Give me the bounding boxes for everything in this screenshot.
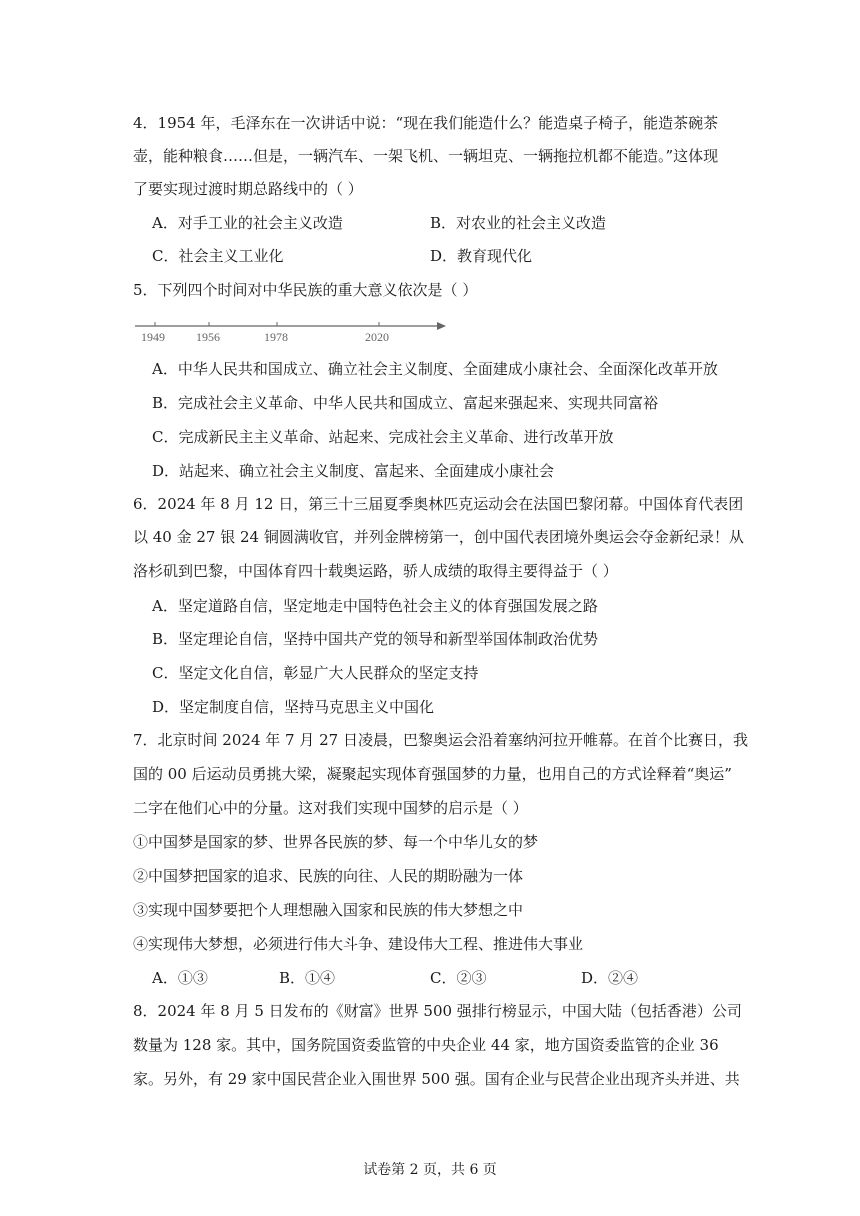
- q5-stem: 5．下列四个时间对中华民族的重大意义依次是（ ）: [133, 281, 478, 299]
- q4-stem-line-1: 4．1954 年，毛泽东在一次讲话中说：“现在我们能造什么？能造桌子椅子，能造茶碗茶: [133, 114, 719, 132]
- q4-option-a[interactable]: A．对手工业的社会主义改造: [152, 214, 343, 232]
- q7-option-a[interactable]: A．①③: [152, 969, 208, 987]
- q5-option-d[interactable]: D．站起来、确立社会主义制度、富起来、全面建成小康社会: [152, 462, 555, 480]
- q5-option-b[interactable]: B．完成社会主义革命、中华人民共和国成立、富起来强起来、实现共同富裕: [152, 394, 659, 412]
- q7-option-d[interactable]: D．②④: [581, 969, 639, 987]
- timeline-year-2020: 2020: [365, 330, 389, 344]
- q7-option-b[interactable]: B．①④: [279, 969, 336, 987]
- q6-option-c[interactable]: C．坚定文化自信，彰显广大人民群众的坚定支持: [152, 664, 479, 682]
- q7-statement-4: ④实现伟大梦想，必须进行伟大斗争、建设伟大工程、推进伟大事业: [133, 935, 584, 953]
- q6-option-d[interactable]: D．坚定制度自信，坚持马克思主义中国化: [152, 698, 435, 716]
- timeline-axis: [133, 318, 453, 334]
- timeline-year-1949: 1949: [141, 330, 165, 344]
- q7-stem-line-1: 7．北京时间 2024 年 7 月 27 日凌晨，巴黎奥运会沿着塞纳河拉开帷幕。在首个比赛日，我: [133, 731, 748, 749]
- q8-stem-line-3: 家。另外，有 29 家中国民营企业入围世界 500 强。国有企业与民营企业出现齐头并进、共: [133, 1070, 740, 1088]
- q8-stem-line-2: 数量为 128 家。其中，国务院国资委监管的中央企业 44 家，地方国资委监管的企业 36: [133, 1036, 719, 1054]
- q7-stem-line-2: 国的 00 后运动员勇挑大梁，凝聚起实现体育强国梦的力量，也用自己的方式诠释着“奥运”: [133, 765, 732, 783]
- q7-stem-line-3: 二字在他们心中的分量。这对我们实现中国梦的启示是（ ）: [133, 799, 528, 817]
- q6-stem-line-2: 以 40 金 27 银 24 铜圆满收官，并列金牌榜第一，创中国代表团境外奥运会夺金新纪录！从: [133, 528, 744, 546]
- q4-stem-line-2: 壶，能种粮食……但是，一辆汽车、一架飞机、一辆坦克、一辆拖拉机都不能造。”这体现: [133, 147, 719, 165]
- q7-statement-3: ③实现中国梦要把个人理想融入国家和民族的伟大梦想之中: [133, 901, 524, 919]
- timeline-year-1978: 1978: [264, 330, 288, 344]
- q7-option-c[interactable]: C．②③: [430, 969, 487, 987]
- q8-stem-line-1: 8．2024 年 8 月 5 日发布的《财富》世界 500 强排行榜显示，中国大陆（包括香港）公司: [133, 1002, 742, 1020]
- q5-timeline: [133, 314, 453, 350]
- q6-option-a[interactable]: A．坚定道路自信，坚定地走中国特色社会主义的体育强国发展之路: [152, 597, 598, 615]
- q6-stem-line-1: 6．2024 年 8 月 12 日，第三十三届夏季奥林匹克运动会在法国巴黎闭幕。中国体育代表团: [133, 495, 744, 513]
- q7-statement-2: ②中国梦把国家的追求、民族的向往、人民的期盼融为一体: [133, 867, 524, 885]
- q6-stem-line-3: 洛杉矶到巴黎，中国体育四十载奥运路，骄人成绩的取得主要得益于（ ）: [133, 562, 618, 580]
- q4-option-c[interactable]: C．社会主义工业化: [152, 247, 284, 265]
- q5-option-a[interactable]: A．中华人民共和国成立、确立社会主义制度、全面建成小康社会、全面深化改革开放: [152, 360, 718, 378]
- timeline-year-1956: 1956: [196, 330, 220, 344]
- page-footer: 试卷第 2 页，共 6 页: [363, 1162, 497, 1178]
- q6-option-b[interactable]: B．坚定理论自信，坚持中国共产党的领导和新型举国体制政治优势: [152, 630, 599, 648]
- q4-option-d[interactable]: D．教育现代化: [430, 247, 533, 265]
- q4-stem-line-3: 了要实现过渡时期总路线中的（ ）: [133, 180, 363, 198]
- q5-option-c[interactable]: C．完成新民主主义革命、站起来、完成社会主义革命、进行改革开放: [152, 428, 614, 446]
- q4-option-b[interactable]: B．对农业的社会主义改造: [430, 214, 607, 232]
- q7-statement-1: ①中国梦是国家的梦、世界各民族的梦、每一个中华儿女的梦: [133, 833, 539, 851]
